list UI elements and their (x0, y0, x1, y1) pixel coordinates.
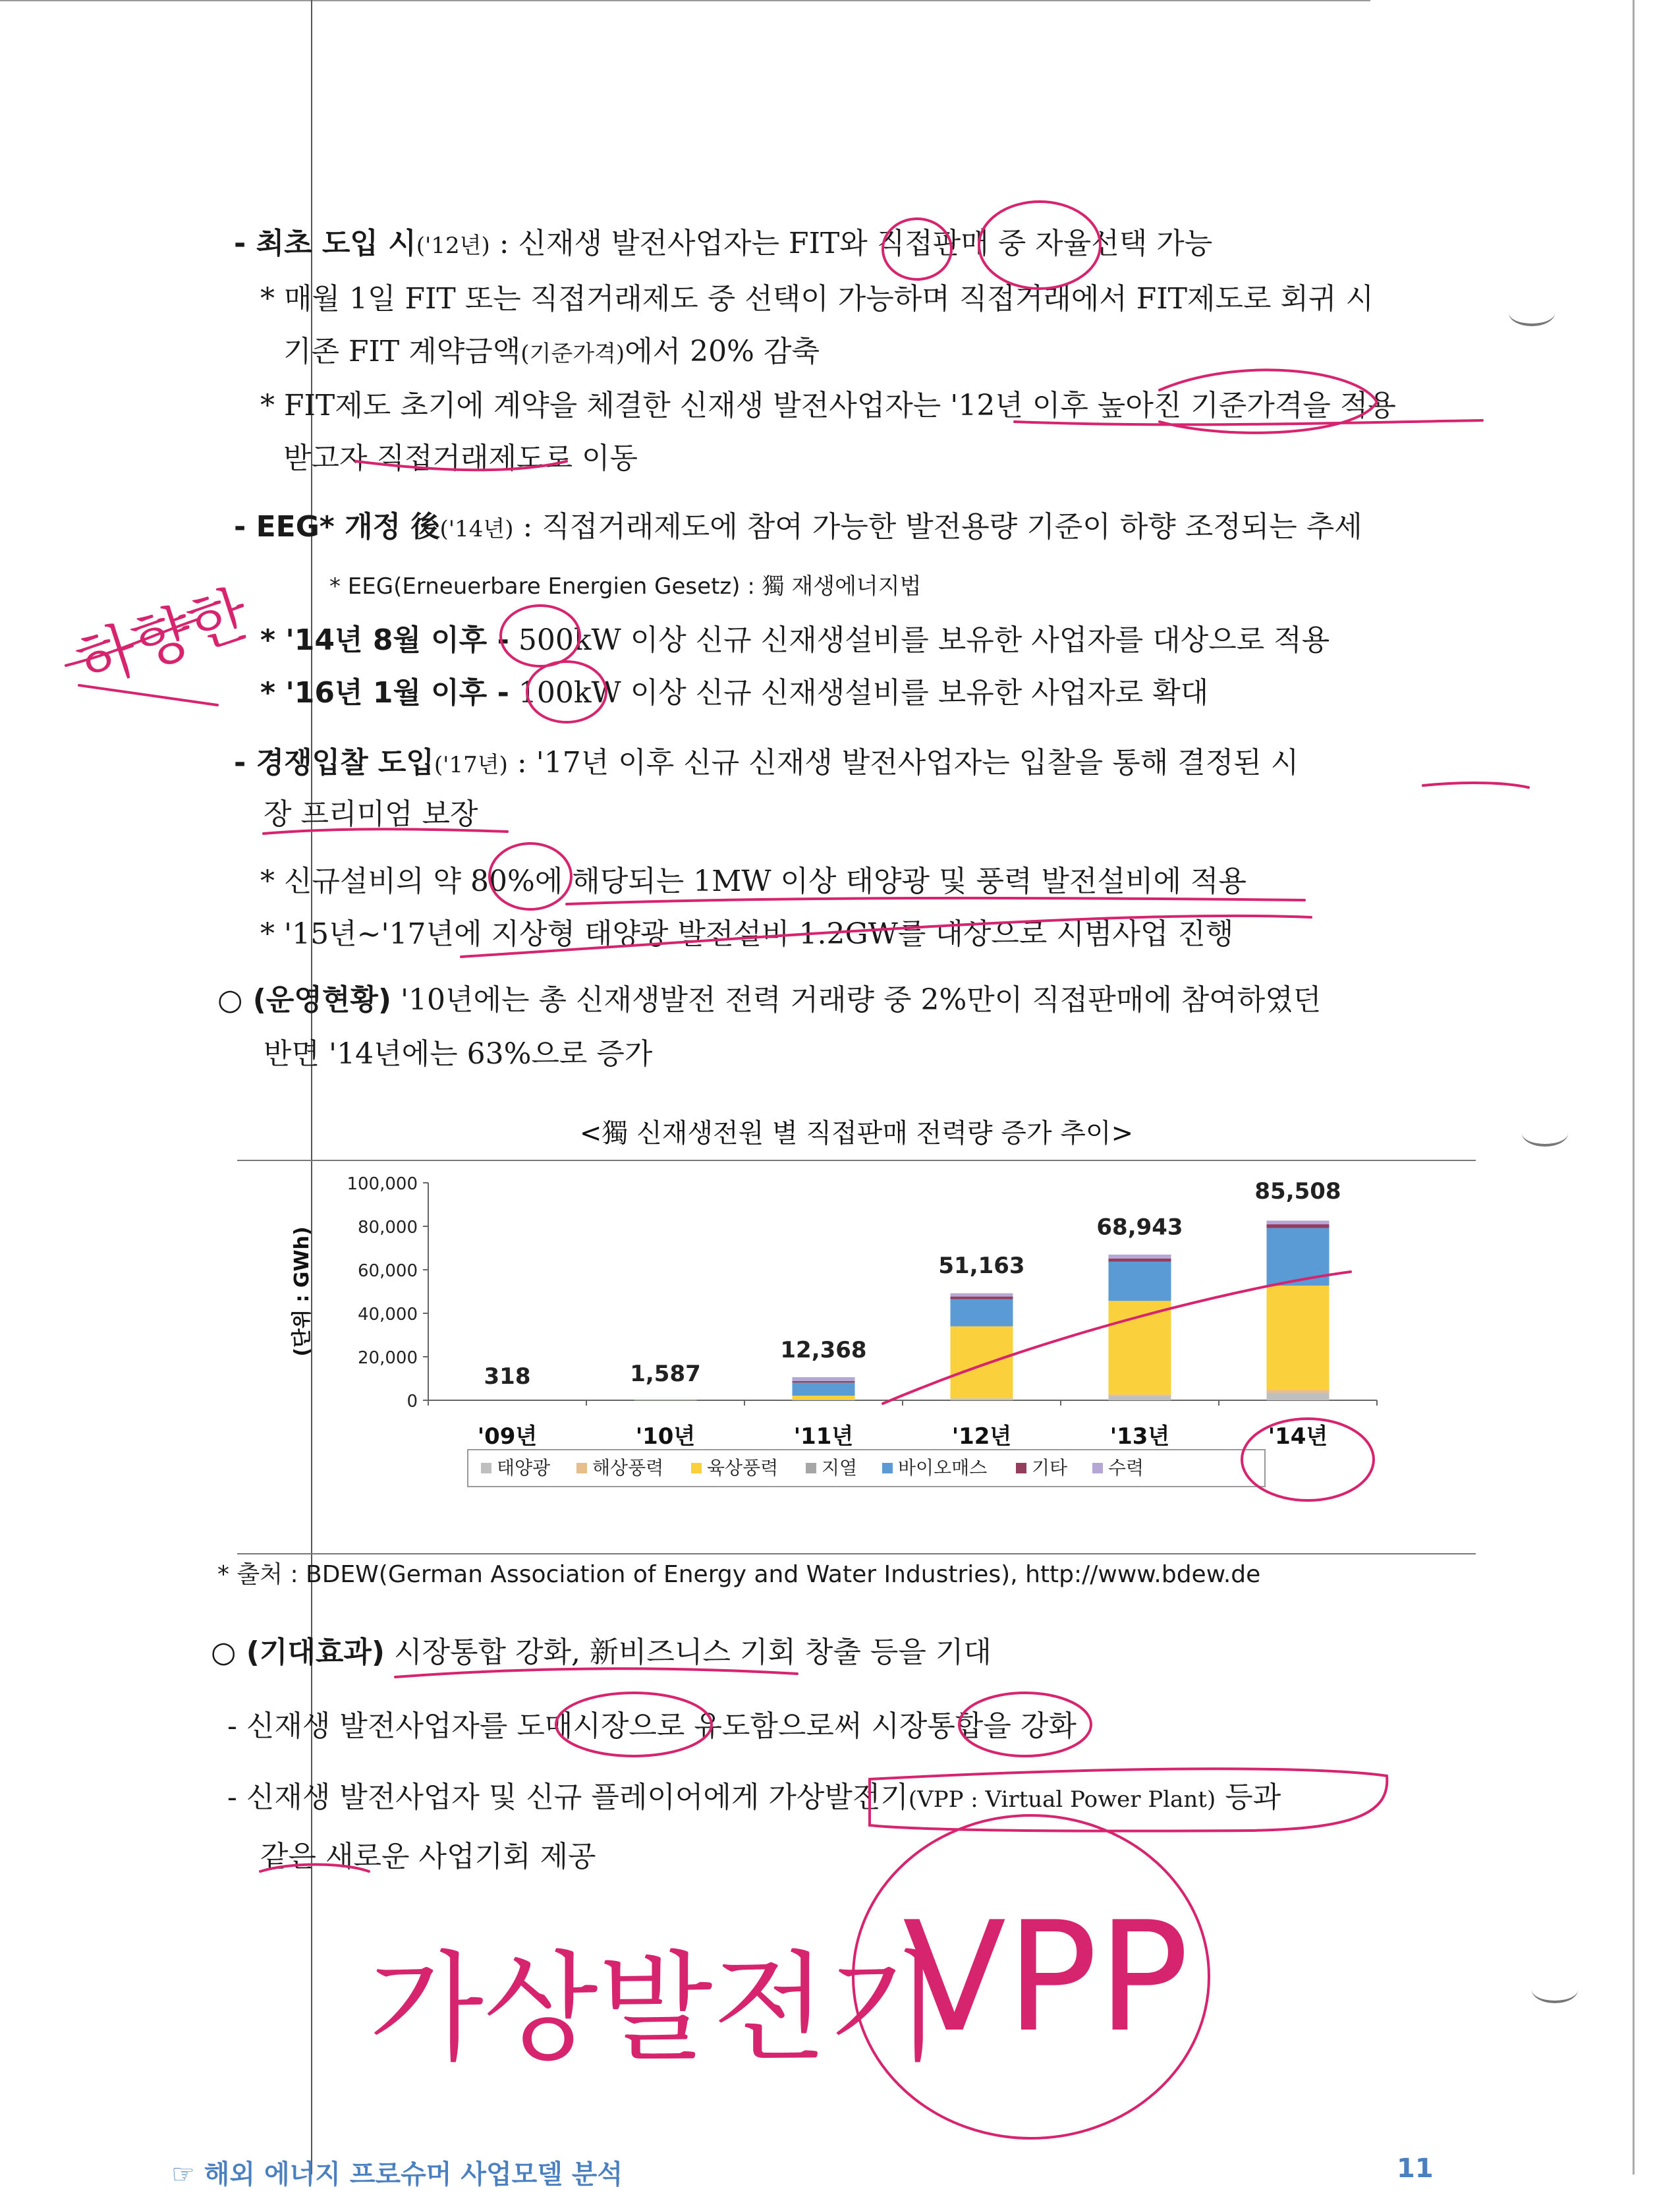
x-tick-label: '10년 (635, 1423, 696, 1450)
bar-segment (793, 1381, 855, 1382)
handwritten-note: 가상발전기 (369, 1940, 942, 2078)
legend-entry: 육상풍력 (707, 1457, 779, 1479)
bar-segment (951, 1299, 1013, 1326)
legend-swatch (691, 1463, 702, 1473)
paragraph-line (260, 675, 1208, 712)
bar-segment (1109, 1262, 1171, 1301)
bar-segment (951, 1326, 1013, 1398)
footnote-line: * EEG(Erneuerbare Energien Gesetz) : 獨 재생에너지법 (329, 573, 922, 600)
bar-segment (1109, 1259, 1171, 1262)
legend-box (468, 1450, 1265, 1487)
line-text: 에서 20% 감축 (625, 335, 820, 368)
legend-entry: 태양광 (497, 1457, 551, 1479)
legend-entry: 해상풍력 (592, 1457, 664, 1479)
bar-segment (1109, 1301, 1171, 1394)
binder-hole (1532, 1977, 1578, 2003)
binder-hole (1522, 1120, 1568, 1147)
page-number: 11 (1397, 2153, 1434, 2184)
legend-entry: 지열 (822, 1457, 858, 1479)
bar-segment (1109, 1396, 1171, 1400)
handwritten-note: 하향한 (68, 577, 258, 699)
x-tick-label: '14년 (1268, 1423, 1328, 1450)
line-text: '10년에는 총 신재생발전 전력 거래량 중 2%만이 직접판매에 참여하였던 (391, 983, 1322, 1017)
paragraph-line (234, 225, 1212, 264)
bar-segment (1267, 1286, 1330, 1390)
x-tick-label: '11년 (793, 1423, 854, 1450)
paragraph-line: 같은 새로운 사업기회 제공 (260, 1840, 596, 1873)
bar-total-label: 12,368 (780, 1337, 867, 1364)
legend-entry: 수력 (1108, 1457, 1144, 1479)
legend-entry: 바이오매스 (898, 1457, 988, 1479)
line-text: 100kW 이상 신규 신재생설비를 보유한 사업자로 확대 (509, 676, 1209, 710)
year-label: ('14년) (439, 516, 514, 542)
bold-label: - EEG* 개정 後 (234, 510, 440, 544)
bar-segment (1267, 1390, 1330, 1392)
line-text: : 직접거래제도에 참여 가능한 발전용량 기준이 하향 조정되는 추세 (513, 510, 1362, 544)
handwritten-note: VPP (903, 1890, 1189, 2066)
binder-hole (1509, 300, 1555, 326)
paragraph-line: 반면 '14년에는 63%으로 증가 (264, 1037, 653, 1071)
paragraph-line: * 매월 1일 FIT 또는 직접거래제도 중 선택이 가능하며 직접거래에서 FIT제도로 회귀 시 (260, 282, 1374, 316)
bar-segment (1109, 1394, 1171, 1396)
bar-segment (793, 1377, 855, 1381)
paragraph-line: 장 프리미엄 보장 (264, 797, 478, 831)
line-text: : 신재생 발전사업자는 FIT와 직접판매 중 자율선택 가능 (490, 227, 1213, 260)
x-tick-label: '09년 (477, 1423, 538, 1450)
line-text: - 신재생 발전사업자 및 신규 플레이어에게 가상발전기 (227, 1780, 909, 1814)
y-tick-label: 0 (406, 1392, 418, 1411)
bar-segment (1267, 1220, 1330, 1224)
bar-segment (1109, 1255, 1171, 1259)
bar-segment (1267, 1228, 1330, 1286)
bar-segment (793, 1382, 855, 1396)
legend-swatch (882, 1463, 893, 1473)
legend-swatch (481, 1463, 491, 1473)
paragraph-line (234, 509, 1362, 548)
line-text: : '17년 이후 신규 신재생 발전사업자는 입찰을 통해 결정된 시 (507, 746, 1299, 780)
chart-source: * 출처 : BDEW(German Association of Energy and Water Industries), http://www.bdew.de (217, 1561, 1261, 1588)
top-rule (0, 0, 1370, 1)
bar-total-label: 1,587 (630, 1360, 701, 1387)
legend-swatch (576, 1463, 587, 1473)
bar-total-label: 318 (484, 1363, 531, 1390)
bar-segment (1267, 1224, 1330, 1228)
chart-title: <獨 신재생전원 별 직접판매 전력량 증가 추이> (579, 1118, 1134, 1149)
margin-arrow (66, 619, 217, 705)
binder-edge (1633, 0, 1635, 2175)
bar-segment (1267, 1392, 1330, 1400)
x-tick-label: '13년 (1109, 1423, 1170, 1450)
year-label: ('12년) (416, 233, 490, 259)
paragraph-line (234, 745, 1299, 783)
stacked-bar-chart (237, 1110, 1476, 1558)
x-tick-label: '12년 (951, 1423, 1012, 1450)
chart-svg (237, 1110, 1476, 1558)
bar-total-label: 68,943 (1096, 1214, 1183, 1241)
y-tick-label: 80,000 (358, 1218, 418, 1238)
y-tick-label: 20,000 (358, 1348, 418, 1368)
legend-swatch (1016, 1463, 1026, 1473)
underline-mark (1423, 783, 1528, 787)
line-text: 기존 FIT 계약금액 (283, 335, 521, 368)
bold-label: ○ (운영현황) (217, 983, 391, 1017)
small-text: (기준가격) (520, 341, 625, 367)
bold-label: * '14년 8월 이후 - (260, 623, 509, 657)
paragraph-line: * '15년~'17년에 지상형 태양광 발전설비 1.2GW를 대상으로 시범사업 진행 (260, 917, 1234, 951)
small-text: (VPP : Virtual Power Plant) (908, 1786, 1216, 1813)
line-text: 시장통합 강화, 新비즈니스 기회 창출 등을 기대 (384, 1636, 992, 1669)
y-axis-label: (단위 : GWh) (291, 1226, 314, 1357)
paragraph-line (260, 622, 1330, 659)
bar-total-label: 51,163 (938, 1253, 1025, 1280)
y-tick-label: 40,000 (358, 1305, 418, 1324)
circle-mark (853, 1815, 1209, 2138)
line-text: 500kW 이상 신규 신재생설비를 보유한 사업자를 대상으로 적용 (509, 623, 1330, 657)
line-text: 등과 (1216, 1780, 1281, 1814)
bar-total-label: 85,508 (1254, 1178, 1341, 1205)
year-label: ('17년) (434, 752, 508, 778)
paragraph-line (211, 1634, 992, 1671)
paragraph-line: * 신규설비의 약 80%에 해당되는 1MW 이상 태양광 및 풍력 발전설비에 적용 (260, 865, 1247, 898)
bar-segment (951, 1297, 1013, 1299)
bold-label: * '16년 1월 이후 - (260, 676, 509, 710)
bar-segment (951, 1399, 1013, 1400)
paragraph-line (227, 1779, 1281, 1818)
bar-segment (951, 1294, 1013, 1297)
bar-segment (793, 1396, 855, 1400)
y-tick-label: 100,000 (347, 1174, 418, 1194)
bar-segment (951, 1398, 1013, 1399)
paragraph-line: 받고자 직접거래제도로 이동 (283, 441, 638, 475)
footer-title: ☞ 해외 에너지 프로슈머 사업모델 분석 (171, 2159, 623, 2190)
paragraph-line: - 신재생 발전사업자를 도매시장으로 유도함으로써 시장통합을 강화 (227, 1709, 1077, 1743)
legend-entry: 기타 (1032, 1457, 1068, 1479)
paragraph-line: * FIT제도 초기에 계약을 체결한 신재생 발전사업자는 '12년 이후 높아진 기준가격을 적용 (260, 389, 1396, 422)
paragraph-line (283, 333, 820, 372)
y-tick-label: 60,000 (358, 1261, 418, 1281)
bold-label: ○ (기대효과) (211, 1636, 385, 1669)
bold-label: - 경쟁입찰 도입 (234, 746, 434, 780)
legend-swatch (806, 1463, 816, 1473)
legend-swatch (1092, 1463, 1103, 1473)
bold-label: - 최초 도입 시 (234, 227, 416, 260)
paragraph-line (217, 982, 1321, 1019)
